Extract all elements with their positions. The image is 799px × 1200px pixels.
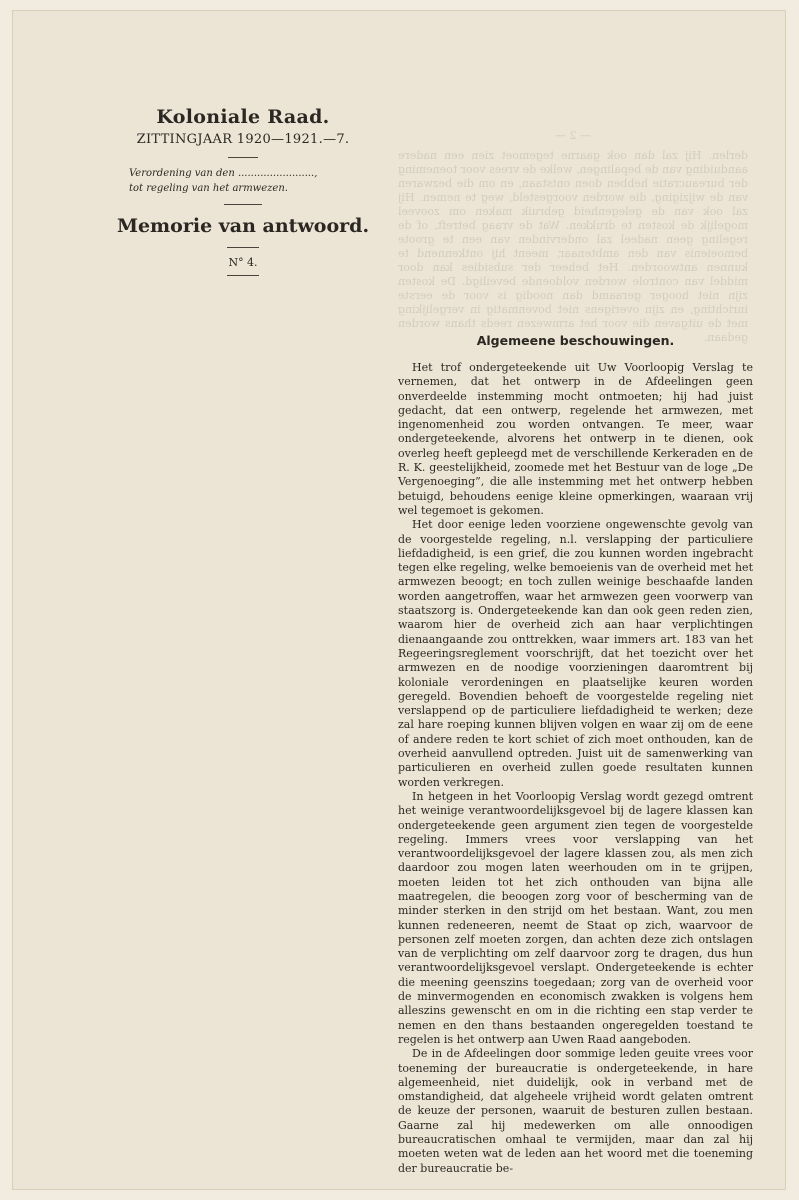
council-title: Koloniale Raad. <box>156 106 330 128</box>
session-year: ZITTINGJAAR 1920—1921.—7. <box>136 132 350 147</box>
bleed-through-text: — 2 — derlen. Hij zal dan ook gaarne tegemoet zien een nadere aanduiding van de bepalingen, welke de vrees voor toeneming der bureaucratie hebben doen ontstaan, en om die bezwaren van de wijziging, die worden voorgesteld, weg te nemen. Hij zal ook van de gelegenheid gebruik maken om zooveel mogelijk de kosten te drukken. Wat de vraag betreft, of de regeling geen nadeel zal ondervinden van een te groote bemoeienis van den ambtenaar, meent hij ontkennend te kunnen antwoorden. Het beheer der subsidies kan door middel van controle worden voldoende beveiligd. De kosten zijn niet hooger geraamd dan noodig is voor de eerste inrichting, en zijn overigens niet bovenmatig in vergelijking met de uitgaven die voor het armwezen reeds thans worden gedaan. <box>398 129 748 344</box>
ordinance-subject <box>129 166 373 196</box>
body-paragraph: In hetgeen in het Voorloopig Verslag wordt gezegd omtrent het weinige verantwoordelijksgevoel bij de lagere klassen kan ondergeteekende geen argument zien tegen de voorgestelde regeling. Immers vrees voor verslapping van het verantwoordelijksgevoel der lagere klassen zou, als men zich daardoor zou mogen laten weerhouden om in te grijpen, moeten leiden tot het zich onthouden van bijna alle maatregelen, die beoogen zorg voor of bescherming van de minder sterken in den strijd om het bestaan. Want, zou men kunnen redeneeren, neemt de Staat op zich, waarvoor de personen zelf moeten zorgen, dan achten deze zich ontslagen van de verplichting om zelf daarvoor zorg te dragen, dus hun verantwoordelijksgevoel verslapt. Ondergeteekende is echter die meening geenszins toegedaan; zorg van de overheid voor de minvermogenden en economisch zwakken is volgens hem alleszins gewenscht en om in die richting een stap verder te nemen en den thans bestaanden ongeregelden toestand te regelen is het ontwerp aan Uwen Raad aangeboden. <box>398 789 753 1046</box>
divider <box>227 247 259 248</box>
ordinance-line: tot regeling van het armwezen. <box>129 183 288 194</box>
body-column <box>398 333 753 1176</box>
section-heading: Algemeene beschouwingen. <box>476 333 675 348</box>
divider <box>227 275 259 276</box>
document-page <box>12 10 786 1190</box>
body-paragraph: Het door eenige leden voorziene ongewenschte gevolg van de voorgestelde regeling, n.l. verslapping der particuliere liefdadigheid, is een grief, die zou kunnen worden ingebracht tegen elke regeling, welke bemoeienis van de overheid met het armwezen beoogt; en toch zullen weinige beschaafde landen worden aangetroffen, waar het armwezen geen voorwerp van staatszorg is. Ondergeteekende kan dan ook geen reden zien, waarom hier de overheid zich aan haar verplichtingen dienaangaande zou onttrekken, waar immers art. 183 van het Regeeringsreglement voorschrijft, dat het toezicht over het armwezen en de noodige voorzieningen daaromtrent bij koloniale verordeningen en plaatselijke keuren worden geregeld. Bovendien behoeft de voorgestelde regeling niet verslappend op de particuliere liefdadigheid te werken; deze zal hare roeping kunnen blijven volgen en waar zij om de eene of andere reden te kort schiet of zich moet onthouden, kan de overheid aanvullend optreden. Juist uit de samenwerking van particulieren en overheid zullen goede resultaten kunnen worden verkregen. <box>398 518 753 789</box>
ordinance-line: Verordening van den ........................, <box>129 168 318 179</box>
body-paragraph: Het trof ondergeteekende uit Uw Voorloopig Verslag te vernemen, dat het ontwerp in de Afdeelingen geen onverdeelde instemming mocht ontmoeten; hij had juist gedacht, dat een ontwerp, regelende het armwezen, met ingenomenheid zou worden ontvangen. Te meer, waar ondergeteekende, alvorens het ontwerp in te dienen, ook overleg heeft gepleegd met de verschillende Kerkeraden en de R. K. geestelijkheid, zoomede met het Bestuur van de loge „De Vergenoeging”, die alle instemming met het ontwerp hebben betuigd, behoudens eenige kleine opmerkingen, waaraan vrij wel tegemoet is gekomen. <box>398 361 753 517</box>
document-header <box>113 105 373 284</box>
divider <box>224 204 262 205</box>
document-title: Memorie van antwoord. <box>116 215 370 237</box>
divider <box>228 157 258 158</box>
body-paragraph: De in de Afdeelingen door sommige leden geuite vrees voor toeneming der bureaucratie is ondergeteekende, in hare algemeenheid, niet duidelijk, ook in verband met de omstandigheid, dat algeheele vrijheid wordt gelaten omtrent de keuze der personen, waaruit de besturen zullen bestaan. Gaarne zal hij medewerken om alle onnoodigen bureaucratischen omhaal te vermijden, maar dan zal hij moeten weten wat de leden aan het woord met die toeneming der bureaucratie be- <box>398 1047 753 1175</box>
document-number: N° 4. <box>228 256 258 269</box>
